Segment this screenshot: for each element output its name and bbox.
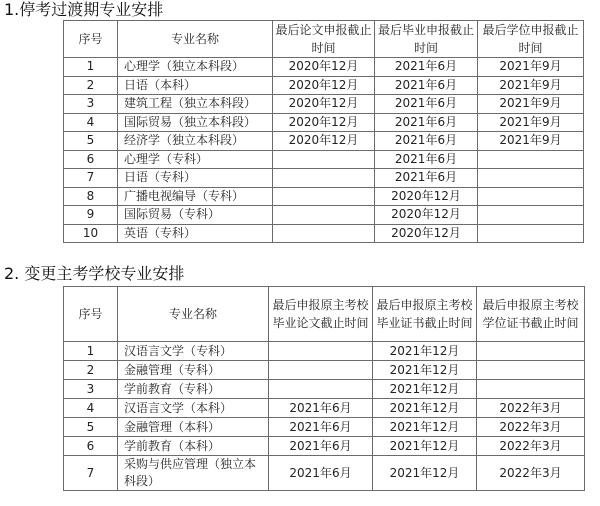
deadline-cell: 2022年3月: [477, 437, 585, 456]
deadline-cell: [273, 187, 375, 206]
major-name: 心理学（独立本科段）: [118, 58, 273, 77]
deadline-cell: 2021年12月: [373, 399, 477, 418]
header-cell: 最后毕业申报截止时间: [375, 21, 478, 58]
table-row: [64, 95, 584, 114]
deadline-cell: 2021年6月: [269, 437, 373, 456]
deadline-cell: [477, 380, 585, 399]
table-row: [64, 169, 584, 188]
deadline-cell: [273, 224, 375, 243]
major-name: 国际贸易（专科）: [118, 206, 273, 225]
header-cell: 最后申报原主考校学位证书截止时间: [477, 287, 585, 342]
deadline-cell: 2020年12月: [375, 224, 478, 243]
header-cell: 最后申报原主考校毕业证书截止时间: [373, 287, 477, 342]
deadline-cell: 2021年12月: [373, 361, 477, 380]
deadline-cell: 2020年12月: [273, 132, 375, 151]
row-number: 6: [64, 150, 118, 169]
table-row: [64, 113, 584, 132]
table-row: [64, 132, 584, 151]
deadline-cell: 2020年12月: [273, 95, 375, 114]
row-number: 7: [64, 169, 118, 188]
header-cell: 最后论文申报截止时间: [273, 21, 375, 58]
deadline-cell: 2021年12月: [373, 342, 477, 361]
section2-title: 2. 变更主考学校专业安排: [4, 264, 185, 283]
table-row: [64, 380, 585, 399]
major-name: 建筑工程（独立本科段）: [118, 95, 273, 114]
major-name: 英语（专科）: [118, 224, 273, 243]
table-row: [64, 58, 584, 77]
deadline-cell: [477, 361, 585, 380]
deadline-cell: 2021年9月: [478, 113, 584, 132]
deadline-cell: [273, 206, 375, 225]
table-row: [64, 361, 585, 380]
major-name: 汉语言文学（本科）: [118, 399, 269, 418]
deadline-cell: 2021年6月: [375, 132, 478, 151]
row-number: 5: [64, 132, 118, 151]
table-row: [64, 437, 585, 456]
row-number: 1: [64, 58, 118, 77]
major-name: 金融管理（专科）: [118, 361, 269, 380]
deadline-cell: [269, 342, 373, 361]
header-cell: 序号: [64, 287, 118, 342]
deadline-cell: 2021年12月: [373, 380, 477, 399]
major-name: 学前教育（专科）: [118, 380, 269, 399]
deadline-cell: 2021年9月: [478, 132, 584, 151]
deadline-cell: 2022年3月: [477, 418, 585, 437]
deadline-cell: 2021年6月: [269, 456, 373, 491]
header-cell: 最后学位申报截止时间: [478, 21, 584, 58]
header-cell: 专业名称: [118, 21, 273, 58]
deadline-cell: [269, 380, 373, 399]
table-header-row: [64, 21, 584, 58]
deadline-cell: 2020年12月: [273, 58, 375, 77]
deadline-cell: 2021年6月: [375, 95, 478, 114]
deadline-cell: 2021年6月: [269, 399, 373, 418]
deadline-cell: 2021年9月: [478, 95, 584, 114]
deadline-cell: [478, 224, 584, 243]
major-name: 采购与供应管理（独立本科段）: [118, 456, 269, 491]
table-row: [64, 399, 585, 418]
deadline-cell: 2020年12月: [273, 113, 375, 132]
header-cell: 最后申报原主考校毕业论文截止时间: [269, 287, 373, 342]
deadline-cell: 2020年12月: [375, 206, 478, 225]
row-number: 1: [64, 342, 118, 361]
deadline-cell: 2021年6月: [375, 58, 478, 77]
deadline-cell: [478, 150, 584, 169]
header-cell: 专业名称: [118, 287, 269, 342]
row-number: 3: [64, 95, 118, 114]
major-name: 经济学（独立本科段）: [118, 132, 273, 151]
deadline-cell: 2021年12月: [373, 418, 477, 437]
table-row: [64, 418, 585, 437]
deadline-cell: 2022年3月: [477, 399, 585, 418]
deadline-cell: [477, 342, 585, 361]
table-row: [64, 150, 584, 169]
row-number: 3: [64, 380, 118, 399]
deadline-cell: 2021年6月: [375, 113, 478, 132]
deadline-cell: [273, 150, 375, 169]
row-number: 5: [64, 418, 118, 437]
deadline-cell: 2020年12月: [375, 187, 478, 206]
deadline-cell: 2021年9月: [478, 76, 584, 95]
table-row: [64, 206, 584, 225]
major-name: 广播电视编导（专科）: [118, 187, 273, 206]
major-name: 金融管理（本科）: [118, 418, 269, 437]
row-number: 2: [64, 361, 118, 380]
section2-table: [63, 286, 585, 491]
header-cell: 序号: [64, 21, 118, 58]
major-name: 日语（本科）: [118, 76, 273, 95]
table-row: [64, 456, 585, 491]
row-number: 2: [64, 76, 118, 95]
deadline-cell: 2021年6月: [269, 418, 373, 437]
deadline-cell: 2021年12月: [373, 456, 477, 491]
table-row: [64, 187, 584, 206]
row-number: 10: [64, 224, 118, 243]
major-name: 心理学（专科）: [118, 150, 273, 169]
deadline-cell: 2021年6月: [375, 150, 478, 169]
row-number: 9: [64, 206, 118, 225]
deadline-cell: 2021年6月: [375, 169, 478, 188]
deadline-cell: [273, 169, 375, 188]
major-name: 汉语言文学（专科）: [118, 342, 269, 361]
deadline-cell: 2021年6月: [375, 76, 478, 95]
deadline-cell: [478, 187, 584, 206]
table-row: [64, 224, 584, 243]
deadline-cell: 2021年12月: [373, 437, 477, 456]
deadline-cell: [478, 169, 584, 188]
deadline-cell: [269, 361, 373, 380]
section1-table: [63, 20, 584, 243]
table-row: [64, 76, 584, 95]
major-name: 国际贸易（独立本科段）: [118, 113, 273, 132]
table-row: [64, 342, 585, 361]
deadline-cell: 2020年12月: [273, 76, 375, 95]
row-number: 8: [64, 187, 118, 206]
section1-title: 1.停考过渡期专业安排: [4, 0, 164, 19]
deadline-cell: [478, 206, 584, 225]
row-number: 4: [64, 399, 118, 418]
row-number: 4: [64, 113, 118, 132]
deadline-cell: 2021年9月: [478, 58, 584, 77]
row-number: 7: [64, 456, 118, 491]
major-name: 日语（专科）: [118, 169, 273, 188]
deadline-cell: 2022年3月: [477, 456, 585, 491]
table-header-row: [64, 287, 585, 342]
major-name: 学前教育（本科）: [118, 437, 269, 456]
row-number: 6: [64, 437, 118, 456]
